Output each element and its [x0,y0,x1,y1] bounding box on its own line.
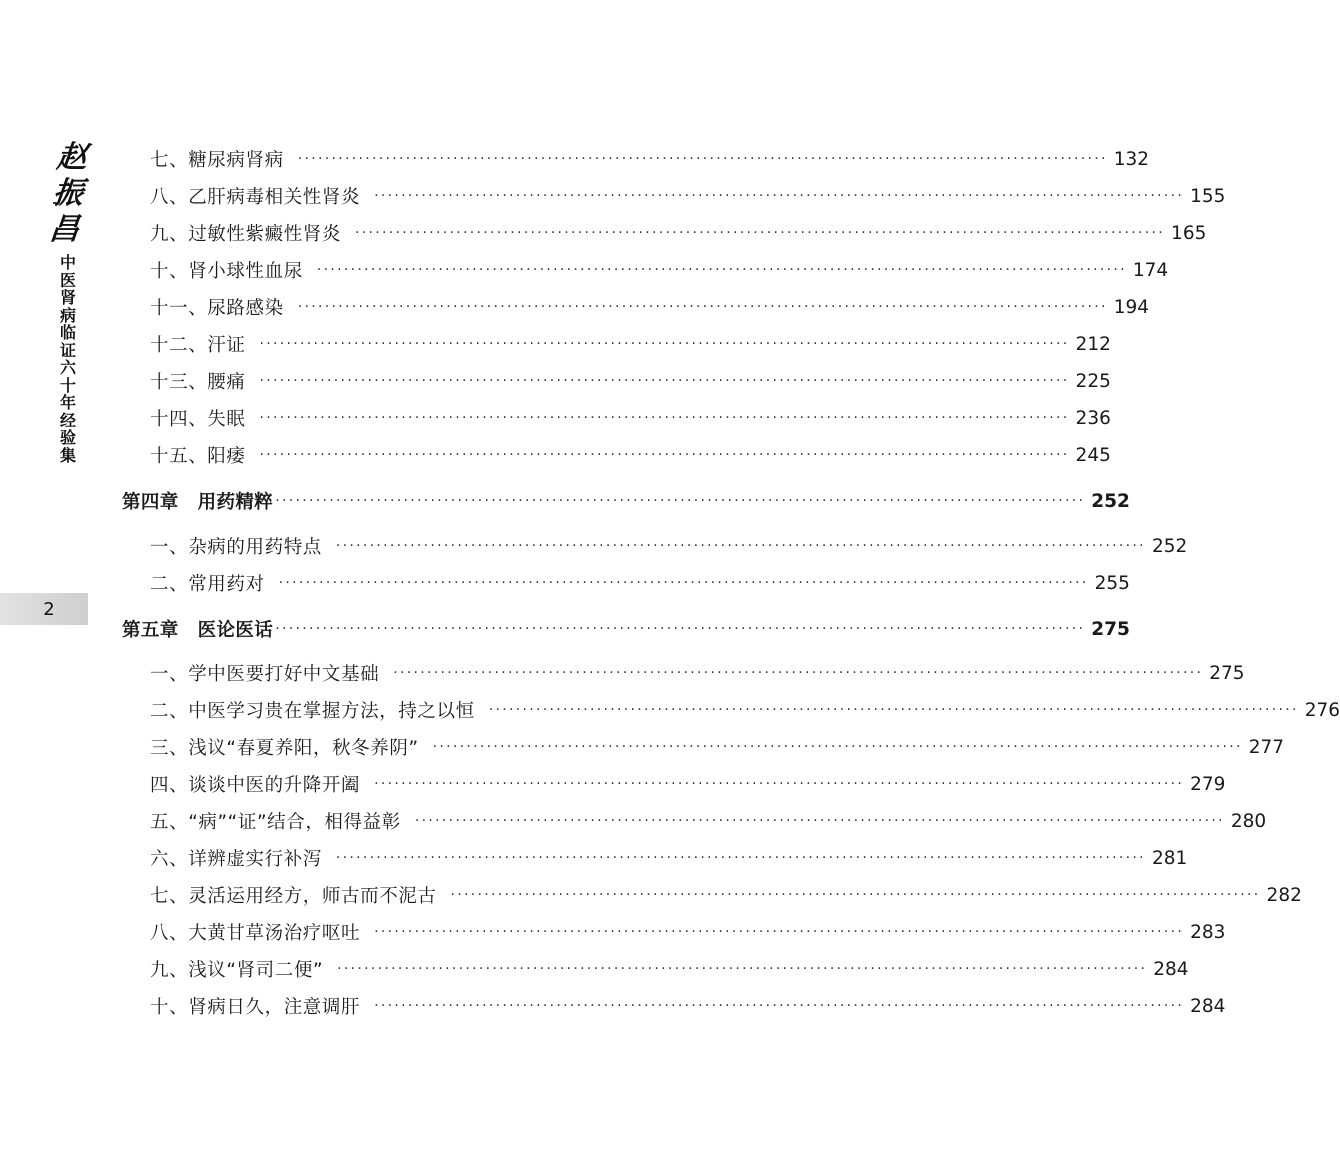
dot-leader: ························································································································ [374,188,1185,204]
dot-leader: ························································································································ [374,924,1185,940]
title-glyph: 医 [59,270,76,290]
toc-chapter-page: 275 [1091,618,1130,640]
toc-entry-label: 二、常用药对 [150,574,265,595]
toc-chapter-5[interactable] [122,616,1130,642]
toc-entry-page: 252 [1151,535,1188,557]
toc-entry-page: 255 [1094,572,1130,594]
toc-entry-label: 七、灵活运用经方，师古而不泥古 [150,886,437,907]
toc-entry-label: 四、谈谈中医的升降开阖 [150,775,361,796]
toc-entry-ch5-section-2[interactable] [150,697,1340,723]
toc-entry-section-8[interactable] [150,183,1226,209]
toc-entry-section-9[interactable] [150,220,1207,246]
toc-entry-label: 十、肾病日久，注意调肝 [150,997,361,1018]
toc-entry-page: 279 [1190,773,1226,795]
toc-entry-section-11[interactable] [150,294,1150,320]
toc-entry-section-10[interactable] [150,257,1169,283]
dot-leader: ························································································································ [316,262,1127,278]
dot-leader: ························································································································ [275,621,1086,637]
title-glyph: 中 [59,253,76,272]
dot-leader: ························································································································ [393,665,1204,681]
dot-leader: ························································································································ [374,998,1185,1014]
toc-entry-page: 275 [1209,662,1245,684]
toc-entry-label: 七、糖尿病肾病 [150,150,284,171]
toc-entry-label: 十一、尿路感染 [150,298,284,319]
title-glyph: 病 [59,305,76,325]
toc-entry-label: 十四、失眠 [150,409,246,430]
dot-leader: ························································································································ [432,739,1243,755]
dot-leader: ························································································································ [335,538,1146,554]
toc-entry-section-15[interactable] [150,442,1111,468]
dot-leader: ························································································································ [355,225,1166,241]
toc-entry-page: 194 [1113,296,1150,318]
signature-glyph: 赵 [54,140,89,175]
toc-entry-page: 284 [1190,995,1226,1017]
title-glyph: 年 [59,393,76,412]
dot-leader: ························································································································ [374,776,1185,792]
toc-entry-ch5-section-8[interactable] [150,919,1226,945]
toc-entry-ch4-section-1[interactable] [150,533,1188,559]
toc-entry-ch5-section-3[interactable] [150,734,1285,760]
toc-entry-label: 一、杂病的用药特点 [150,537,322,558]
toc-entry-page: 236 [1075,407,1111,429]
dot-leader: ························································································································ [275,493,1086,509]
dot-leader: ························································································································ [278,575,1089,591]
toc-entry-label: 二、中医学习贵在掌握方法，持之以恒 [150,701,475,722]
toc-entry-label: 八、大黄甘草汤治疗呕吐 [150,923,361,944]
toc-entry-label: 六、详辨虚实行补泻 [150,849,322,870]
dot-leader: ························································································································ [259,447,1070,463]
toc-entry-section-13[interactable] [150,368,1111,394]
toc-entry-section-14[interactable] [150,405,1111,431]
toc-entry-label: 九、浅议“肾司二便” [150,960,324,981]
title-glyph: 十 [59,375,76,395]
dot-leader: ························································································································ [297,151,1108,167]
toc-entry-page: 283 [1190,921,1226,943]
toc-chapter-page: 252 [1091,490,1130,512]
signature-glyph: 昌 [47,212,82,247]
toc-entry-page: 284 [1153,958,1189,980]
toc-entry-label: 八、乙肝病毒相关性肾炎 [150,187,361,208]
toc-entry-ch5-section-5[interactable] [150,808,1267,834]
toc-entry-page: 276 [1304,699,1340,721]
toc-entry-label: 十五、阳痿 [150,446,246,467]
dot-leader: ························································································································ [259,336,1070,352]
toc-entry-label: 十三、腰痛 [150,372,246,393]
toc-entry-label: 五、“病”“证”结合，相得益彰 [150,812,401,833]
toc-entry-ch5-section-1[interactable] [150,660,1245,686]
toc-chapter-label: 第四章 用药精粹 [122,492,274,513]
title-glyph: 经 [59,410,76,430]
toc-entry-ch5-section-10[interactable] [150,993,1226,1019]
toc-entry-label: 一、学中医要打好中文基础 [150,664,380,685]
toc-entry-label: 十、肾小球性血尿 [150,261,303,282]
dot-leader: ························································································································ [297,299,1108,315]
dot-leader: ························································································································ [414,813,1225,829]
title-glyph: 临 [59,323,76,342]
dot-leader: ························································································································ [335,850,1146,866]
title-glyph: 验 [59,428,76,447]
toc-entry-ch5-section-6[interactable] [150,845,1188,871]
title-glyph: 肾 [59,288,76,307]
toc-entry-ch5-section-7[interactable] [150,882,1302,908]
dot-leader: ························································································································ [488,702,1299,718]
page-number: 2 [43,598,55,620]
title-glyph: 证 [59,340,76,360]
dot-leader: ························································································································ [259,410,1070,426]
toc-entry-page: 155 [1190,185,1226,207]
toc-entry-page: 281 [1151,847,1188,869]
toc-entry-page: 280 [1230,810,1267,832]
title-glyph: 六 [59,358,76,377]
toc-entry-page: 277 [1248,736,1285,758]
toc-entry-ch4-section-2[interactable] [150,570,1130,596]
dot-leader: ························································································································ [337,961,1148,977]
toc-entry-section-12[interactable] [150,331,1111,357]
toc-entry-page: 165 [1171,222,1207,244]
signature-glyph: 振 [51,176,85,211]
toc-entry-page: 245 [1075,444,1111,466]
dot-leader: ························································································································ [259,373,1070,389]
toc-entry-section-7[interactable] [150,146,1150,172]
toc-chapter-4[interactable] [122,488,1130,514]
toc-entry-page: 282 [1266,884,1302,906]
toc-entry-page: 174 [1132,259,1169,281]
toc-entry-label: 十二、汗证 [150,335,246,356]
dot-leader: ························································································································ [450,887,1261,903]
toc-entry-label: 九、过敏性紫癜性肾炎 [150,224,342,245]
toc-entry-page: 212 [1075,333,1111,355]
toc-entry-ch5-section-9[interactable] [150,956,1189,982]
toc-entry-ch5-section-4[interactable] [150,771,1226,797]
toc-entry-page: 225 [1075,370,1111,392]
toc-chapter-label: 第五章 医论医话 [122,620,274,641]
title-glyph: 集 [59,445,76,465]
toc-entry-page: 132 [1113,148,1150,170]
toc-entry-label: 三、浅议“春夏养阳，秋冬养阴” [150,738,419,759]
